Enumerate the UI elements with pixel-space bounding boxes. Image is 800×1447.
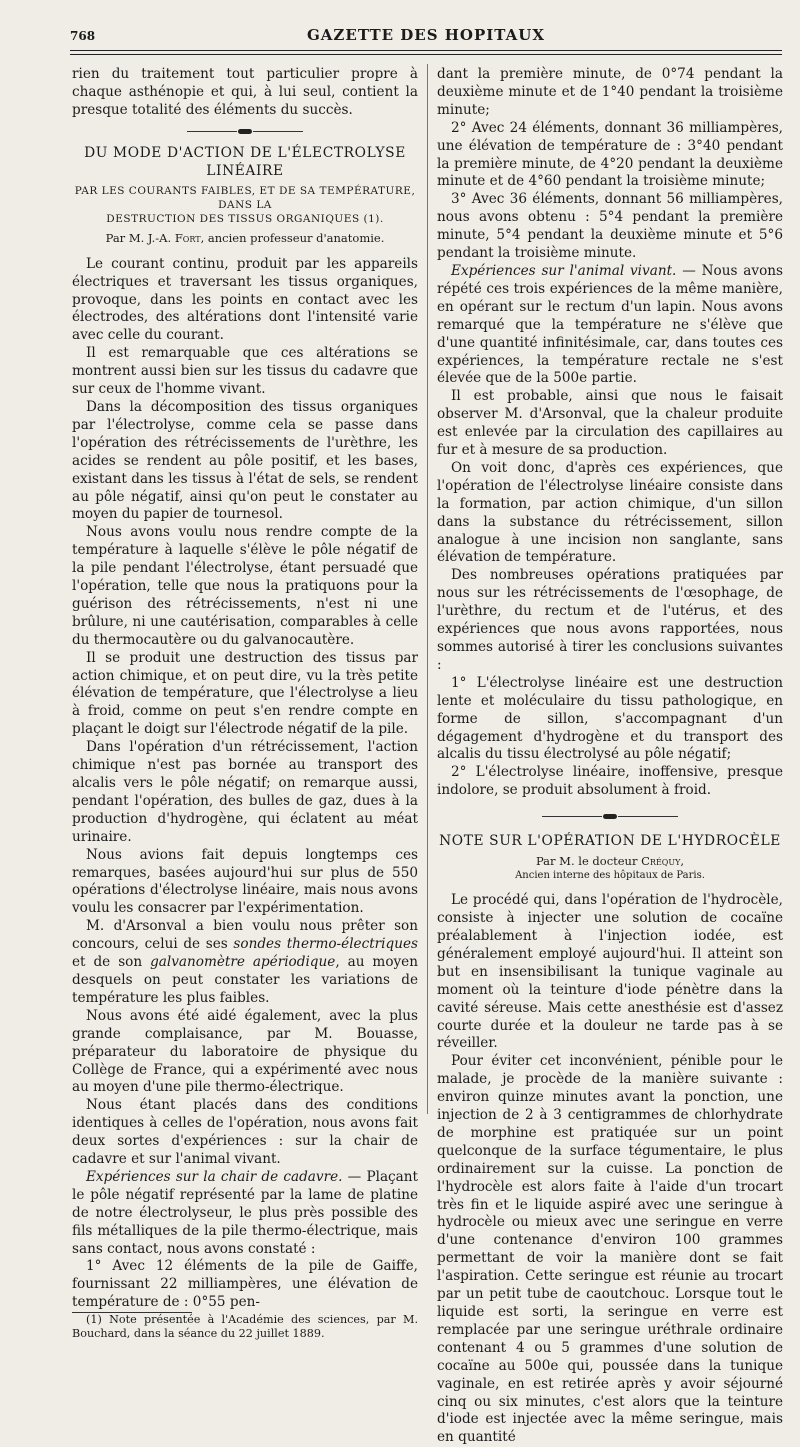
article-subtitle-line2: DESTRUCTION DES TISSUS ORGANIQUES (1).: [106, 212, 384, 225]
text-run: et de son: [72, 954, 151, 971]
paragraph: [72, 1169, 418, 1259]
paragraph: Pour éviter cet inconvénient, pénible pour le malade, je procède de la manière suivante : environ quinze minutes avant la ponction, une injection de 2 à 3 centigrammes de chlorhydrate de morphine est pratiquée sur un point quelconque de la surface tégumentaire, le plus ordinairement sur la cuisse. La ponction de l'hydrocèle est alors faite à l'aide d'un trocart très fin et le liquide aspiré avec une seringue à hydrocèle ou mieux avec une seringue en verre d'une contenance d'environ 100 grammes permettant de voir la manière dont se fait l'aspiration. Cette seringue est réunie au trocart par un petit tube de caoutchouc. Lorsque tout le liquide est sorti, la seringue en verre est remplacée par une seringue uréthrale ordinaire contenant 4 ou 5 grammes d'une solution de cocaïne au 500e qui, poussée dans la tunique vaginale, en est retirée après y avoir séjourné cinq ou six minutes, c'est alors que la teinture d'iode est injectée avec la même seringue, mais en quantité: [437, 1053, 783, 1446]
article-byline: [437, 854, 783, 869]
paragraph: 3° Avec 36 éléments, donnant 56 milliampères, nous avons obtenu : 5°4 pendant la première minute, 5°4 pendant la deuxième minute et 5°6 pendant la troisième minute.: [437, 191, 783, 262]
section-ornament: [437, 810, 783, 822]
paragraph: Nous avons été aidé également, avec la plus grande complaisance, par M. Bouasse, préparateur du laboratoire de physique du Collège de France, qui a expérimenté avec nous au moyen d'une pile thermo-électrique.: [72, 1007, 418, 1096]
byline-prefix: Par M. J.-A.: [105, 230, 175, 245]
paragraph: 1° Avec 12 éléments de la pile de Gaiffe, fournissant 22 milliampères, une élévation de température de : 0°55 pen-: [72, 1258, 418, 1311]
byline-suffix: ,: [680, 854, 685, 869]
paragraph: Nous avons voulu nous rendre compte de la température à laquelle s'élève le pôle négatif de la pile pendant l'électrolyse, étant persuadé que l'opération, telle que nous la pratiquons pour la guérison des rétrécissements, n'est ni une brûlure, ni une cautérisation, comparables à celle du thermocautère ou du galvanocautère.: [72, 524, 418, 648]
italic-term: sondes thermo-électriques: [233, 936, 418, 953]
byline-author: Créquy: [641, 854, 681, 869]
paragraph: 2° Avec 24 éléments, donnant 36 milliampères, une élévation de température de : 3°40 pendant la première minute, de 4°20 pendant la deuxième minute et de 4°60 pendant la troisième minute;: [437, 119, 783, 190]
paragraph: Des nombreuses opérations pratiquées par nous sur les rétrécissements de l'œsophage, de l'urèthre, du rectum et de l'utérus, et des expériences que nous avons rapportées, nous sommes autorisé à tirer les conclusions suivantes :: [437, 567, 783, 673]
page-header: [70, 26, 782, 48]
italic-heading: Expériences sur la chair de cadavre.: [86, 1168, 343, 1185]
paragraph: On voit donc, d'après ces expériences, que l'opération de l'électrolyse linéaire consiste dans la formation, par action chimique, d'un sillon dans la substance du rétrécissement, sillon analogue à une incision non sanglante, sans élévation de température.: [437, 459, 783, 566]
byline-prefix: Par M. le docteur: [535, 854, 642, 869]
intro-paragraph: rien du traitement tout particulier propre à chaque asthénopie et qui, à lui seul, contient la presque totalité des éléments du succès.: [72, 66, 418, 118]
column-divider: [427, 64, 428, 1114]
article-title: DU MODE D'ACTION DE L'ÉLECTROLYSE LINÉAIRE: [84, 144, 406, 179]
paragraph: Il se produit une destruction des tissus par action chimique, et on peut dire, vu la très petite élévation de température, que l'électrolyse a lieu à froid, comme on peut s'en rendre compte en plaçant le doigt sur l'électrode négatif de la pile.: [72, 649, 418, 738]
text-run: — Plaçant le pôle négatif représenté par la lame de platine de notre électrolyseur, le plus près possible des fils métalliques de la pile thermo-électrique, mais sans contact, nous avons constaté :: [72, 1168, 418, 1257]
paragraph: Nous étant placés dans des conditions identiques à celles de l'opération, nous avons fait deux sortes d'expériences : sur la chair de cadavre et sur l'animal vivant.: [72, 1097, 418, 1168]
paragraph: Dans l'opération d'un rétrécissement, l'action chimique n'est pas bornée au transport des alcalis vers le pôle négatif; on remarque aussi, pendant l'opération, des bulles de gaz, dues à la production d'hydrogène, qui éclatent au méat urinaire.: [72, 739, 418, 845]
text-run: , au moyen desquels on peut constater les variations de température les plus faibles.: [72, 954, 418, 1006]
text-run: — Nous avons répété ces trois expériences de la même manière, en opérant sur le rectum d'un lapin. Nous avons remarqué que la température ne s'élève que d'une quantité infinitésimale, car, dans toutes ces expériences, la température rectale ne s'est élevée que de la 500e partie.: [437, 262, 783, 387]
left-column: [72, 66, 418, 1341]
section-ornament: [72, 126, 418, 138]
header-rule-thick: [70, 50, 782, 51]
paragraph: 2° L'électrolyse linéaire, inoffensive, presque indolore, se produit absolument à froid.: [437, 764, 783, 799]
journal-title: GAZETTE DES HOPITAUX: [306, 26, 545, 44]
author-role: Ancien interne des hôpitaux de Paris.: [515, 870, 705, 882]
right-column: [437, 66, 783, 1447]
paragraph: Le courant continu, produit par les appareils électriques et traversant les tissus organiques, provoque, dans les points en contact avec les électrodes, des altérations dont l'intensité varie avec celle du courant.: [72, 255, 418, 344]
paragraph: [437, 263, 783, 388]
paragraph: Il est probable, ainsi que nous le faisait observer M. d'Arsonval, que la chaleur produite est enlevée par la circulation des capillaires au fur et à mesure de sa production.: [437, 388, 783, 459]
article-title: NOTE SUR L'OPÉRATION DE L'HYDROCÈLE: [439, 833, 781, 850]
byline-suffix: , ancien professeur d'anatomie.: [200, 230, 385, 245]
paragraph: Nous avions fait depuis longtemps ces remarques, basées aujourd'hui sur plus de 550 opérations d'électrolyse linéaire, mais nous avons voulu les consacrer par l'expérimentation.: [72, 846, 418, 917]
article-byline: [72, 231, 418, 246]
italic-heading: Expériences sur l'animal vivant.: [451, 262, 677, 279]
paragraph: Il est remarquable que ces altérations se montrent aussi bien sur les tissus du cadavre que sur ceux de l'homme vivant.: [72, 345, 418, 398]
text-run: M. d'Arsonval a bien voulu nous prêter son concours, celui de ses: [72, 918, 418, 953]
byline-author: Fort: [174, 230, 201, 245]
paragraph: [72, 918, 418, 1008]
paragraph: 1° L'électrolyse linéaire est une destruction lente et moléculaire du tissu pathologique, en forme de sillon, s'accompagnant d'un dégagement d'hydrogène et du transport des alcalis du tissu électrolysé au pôle négatif;: [437, 674, 783, 763]
paragraph: Dans la décomposition des tissus organiques par l'électrolyse, comme cela se passe dans l'opération des rétrécissements de l'urèthre, les acides se rendent au pôle positif, et les bases, existant dans les tissus à l'état de sels, se rendent au pôle négatif, ainsi qu'on peut le constater au moyen du papier de tournesol.: [72, 398, 418, 523]
article-subtitle-line1: PAR LES COURANTS FAIBLES, ET DE SA TEMPÉRATURE, DANS LA: [74, 184, 416, 211]
header-rule-thin: [70, 54, 782, 55]
page-number: 768: [70, 29, 96, 43]
paragraph: dant la première minute, de 0°74 pendant la deuxième minute et de 1°40 pendant la troisième minute;: [437, 66, 783, 118]
italic-term: galvanomètre apériodique: [150, 954, 336, 971]
paragraph: Le procédé qui, dans l'opération de l'hydrocèle, consiste à injecter une solution de cocaïne préalablement à l'injection iodée, est généralement employé aujourd'hui. Il atteint son but en insensibilisant la tunique vaginale au moment où la teinture d'iode pénètre dans la cavité séreuse. Mais cette anesthésie est d'assez courte durée et la douleur ne tarde pas à se réveiller.: [437, 892, 783, 1052]
footnote: (1) Note présentée à l'Académie des sciences, par M. Bouchard, dans la séance du 22 juillet 1889.: [72, 1313, 418, 1341]
